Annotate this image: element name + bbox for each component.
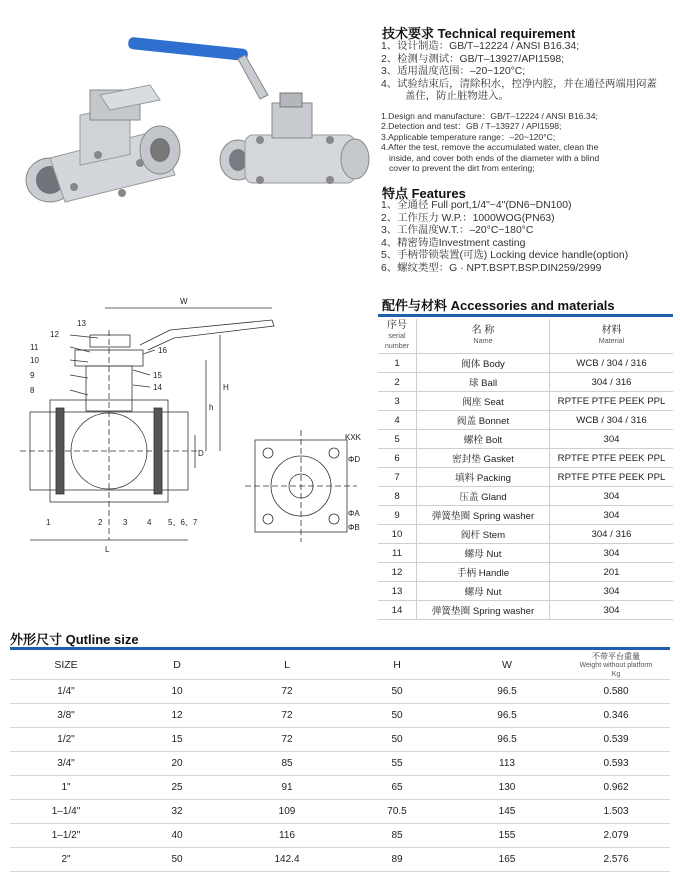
accessories-table [378,319,673,620]
valve-photo-with-platform [26,85,180,202]
serial-cell: 8 [378,487,417,506]
h-cell: 70.5 [342,800,452,824]
label-part-12: 12 [50,330,59,339]
weight-cell: 2.079 [562,824,670,848]
d-cell: 15 [122,728,232,752]
accessory-row [378,544,673,563]
tech-cn-item: 4、试验结束后，清除积水，控净内腔，并在通径两端用闷蓋 [381,78,657,90]
l-cell: 85 [232,752,342,776]
weight-cell: 0.593 [562,752,670,776]
serial-cell: 5 [378,430,417,449]
w-cell: 155 [452,824,562,848]
accessory-row [378,525,673,544]
accessory-row [378,601,673,620]
material-cell: WCB / 304 / 316 [550,354,674,373]
serial-cell: 1 [378,354,417,373]
material-cell: 304 [550,430,674,449]
name-cell: 压盖 Gland [417,487,550,506]
tech-title: 技术要求 Technical requirement [382,26,576,41]
weight-cell: 0.539 [562,728,670,752]
name-header-en: Name [473,336,493,345]
name-cell: 螺母 Nut [417,582,550,601]
l-cell: 72 [232,680,342,704]
weight-cell: 0.580 [562,680,670,704]
tech-en-item: cover to prevent the dirt from entering; [389,163,535,174]
material-header [550,319,674,354]
size-header: SIZE [10,652,122,680]
feature-item: 4、精密铸造Investment casting [381,237,526,249]
material-cell: RPTFE PTFE PEEK PPL [550,468,674,487]
outline-row [10,752,670,776]
outline-row [10,800,670,824]
material-cell: 304 [550,544,674,563]
serial-cell: 3 [378,392,417,411]
serial-header-en2: number [384,341,410,350]
size-cell: 2" [10,848,122,872]
label-phi-d: ΦD [348,455,361,464]
d-cell: 12 [122,704,232,728]
label-small-h: h [209,403,214,412]
material-cell: 304 [550,582,674,601]
accessory-row [378,468,673,487]
outline-table [10,652,670,872]
h-cell: 50 [342,728,452,752]
label-part-4: 4 [147,518,152,527]
l-cell: 91 [232,776,342,800]
w-cell: 165 [452,848,562,872]
nut-outline [90,335,130,347]
size-cell: 1" [10,776,122,800]
outline-divider [10,647,670,650]
weight-header-unit: Kg [611,671,621,678]
size-cell: 3/8" [10,704,122,728]
label-d: D [198,449,204,458]
accessory-row [378,354,673,373]
name-header-cn: 名 称 [471,325,495,336]
name-cell: 阀盖 Bonnet [417,411,550,430]
serial-cell: 14 [378,601,417,620]
serial-cell: 7 [378,468,417,487]
h-cell: 50 [342,704,452,728]
serial-header [378,319,417,354]
w-cell: 130 [452,776,562,800]
serial-cell: 12 [378,563,417,582]
label-part-15: 15 [153,371,162,380]
label-part-5-6-7: 5、6、7 [168,518,198,527]
label-kxk: KXK [345,433,362,442]
technical-drawing [10,290,375,570]
tech-cn-list [381,41,657,104]
material-cell: RPTFE PTFE PEEK PPL [550,392,674,411]
feature-item: 2、工作压力 W.P.：1000WOG(PN63) [381,212,555,224]
label-part-11: 11 [30,343,39,352]
feature-item: 1、全通径 Full port,1/4"~4"(DN6~DN100) [381,200,572,211]
accessories-title: 配件与材料 Accessories and materials [382,298,615,313]
size-cell: 1–1/2" [10,824,122,848]
material-header-cn: 材料 [601,325,622,336]
features-list [381,200,628,276]
weight-header-cn: 不带平台重量 [592,652,640,661]
label-phi-a: ΦA [348,509,360,518]
l-header: L [232,652,342,680]
h-cell: 85 [342,824,452,848]
serial-cell: 13 [378,582,417,601]
tech-cn-item: 3、适用温度范围：–20~120°C; [381,66,526,78]
label-part-13: 13 [77,319,86,328]
name-cell: 球 Ball [417,373,550,392]
label-part-8: 8 [30,386,35,395]
features-title: 特点 Features [382,186,466,201]
w-cell: 96.5 [452,704,562,728]
name-cell: 螺栓 Bolt [417,430,550,449]
outline-row [10,704,670,728]
l-cell: 72 [232,704,342,728]
label-part-10: 10 [30,356,39,365]
h-cell: 55 [342,752,452,776]
name-header [417,319,550,354]
size-cell: 1/2" [10,728,122,752]
d-cell: 32 [122,800,232,824]
serial-cell: 4 [378,411,417,430]
weight-cell: 0.346 [562,704,670,728]
w-cell: 113 [452,752,562,776]
label-w: W [180,297,188,306]
weight-header-en: Weight without platform [579,662,653,669]
size-cell: 1/4" [10,680,122,704]
size-cell: 1–1/4" [10,800,122,824]
accessory-row [378,373,673,392]
outline-header-row [10,652,670,680]
material-cell: RPTFE PTFE PEEK PPL [550,449,674,468]
accessory-row [378,506,673,525]
label-part-2: 2 [98,518,103,527]
serial-cell: 9 [378,506,417,525]
serial-cell: 6 [378,449,417,468]
accessories-header-row [378,319,673,354]
l-cell: 142.4 [232,848,342,872]
h-cell: 89 [342,848,452,872]
label-part-9: 9 [30,371,35,380]
tech-en-item: 1.Design and manufacture：GB/T–12224 / ANSI B16.34; [381,111,598,121]
h-header: H [342,652,452,680]
w-cell: 145 [452,800,562,824]
tech-en-item: 2.Detection and test：GB / T–13927 / API1598; [381,121,562,132]
weight-cell: 1.503 [562,800,670,824]
accessory-row [378,487,673,506]
tech-cn-item: 2、检测与测试：GB/T–13927/API1598; [381,53,565,65]
outline-row [10,680,670,704]
material-cell: 304 [550,487,674,506]
d-cell: 20 [122,752,232,776]
serial-header-en: serial [388,331,406,340]
product-photos [10,35,370,245]
material-cell: 304 / 316 [550,525,674,544]
material-cell: WCB / 304 / 316 [550,411,674,430]
accessory-row [378,582,673,601]
serial-cell: 10 [378,525,417,544]
w-cell: 96.5 [452,728,562,752]
tech-en-list [381,111,599,173]
name-cell: 弹簧垫圈 Spring washer [417,506,550,525]
accessory-row [378,563,673,582]
name-cell: 密封垫 Gasket [417,449,550,468]
d-cell: 40 [122,824,232,848]
accessory-row [378,449,673,468]
accessory-row [378,392,673,411]
serial-cell: 11 [378,544,417,563]
label-part-1: 1 [46,518,51,527]
size-cell: 3/4" [10,752,122,776]
weight-cell: 0.962 [562,776,670,800]
d-header: D [122,652,232,680]
name-cell: 阀杆 Stem [417,525,550,544]
serial-cell: 2 [378,373,417,392]
name-cell: 阀座 Seat [417,392,550,411]
label-l: L [105,545,110,554]
h-cell: 65 [342,776,452,800]
outline-title: 外形尺寸 Qutline size [10,632,139,647]
name-cell: 螺母 Nut [417,544,550,563]
w-header: W [452,652,562,680]
outline-row [10,824,670,848]
material-cell: 304 [550,601,674,620]
name-cell: 填料 Packing [417,468,550,487]
outline-row [10,848,670,872]
outline-row [10,776,670,800]
l-cell: 109 [232,800,342,824]
material-cell: 304 [550,506,674,525]
outline-row [10,728,670,752]
label-h: H [223,383,229,392]
material-cell: 201 [550,563,674,582]
name-cell: 阀体 Body [417,354,550,373]
label-phi-b: ΦB [348,523,360,532]
tech-cn-item: 1、设计制造：GB/T–12224 / ANSI B16.34; [381,41,580,52]
tech-en-item: 4.After the test, remove the accumulated water, clean the [381,142,599,153]
l-cell: 116 [232,824,342,848]
accessory-row [378,430,673,449]
accessory-row [378,411,673,430]
feature-item: 3、工作温度W.T.：–20°C~180°C [381,225,534,237]
h-cell: 50 [342,680,452,704]
name-cell: 手柄 Handle [417,563,550,582]
name-cell: 弹簧垫圈 Spring washer [417,601,550,620]
d-cell: 25 [122,776,232,800]
feature-item: 6、螺纹类型：G · NPT.BSPT.BSP.DIN259/2999 [381,262,602,274]
d-cell: 50 [122,848,232,872]
tech-en-item: inside, and cover both ends of the diameter with a blind [389,152,600,163]
label-part-16: 16 [158,346,167,355]
material-cell: 304 / 316 [550,373,674,392]
feature-item: 5、手柄带锁装置(可选) Locking device handle(option) [381,250,629,262]
weight-header [562,652,670,680]
material-header-en: Material [598,336,625,345]
w-cell: 96.5 [452,680,562,704]
weight-cell: 2.576 [562,848,670,872]
serial-header-cn: 序号 [387,320,407,331]
label-part-3: 3 [123,518,128,527]
tech-en-item: 3.Applicable temperature range：–20~120°C; [381,131,556,142]
l-cell: 72 [232,728,342,752]
label-part-14: 14 [153,383,162,392]
tech-cn-item: 盖住，防止脏物进入。 [405,91,509,103]
accessories-divider [378,314,673,317]
d-cell: 10 [122,680,232,704]
